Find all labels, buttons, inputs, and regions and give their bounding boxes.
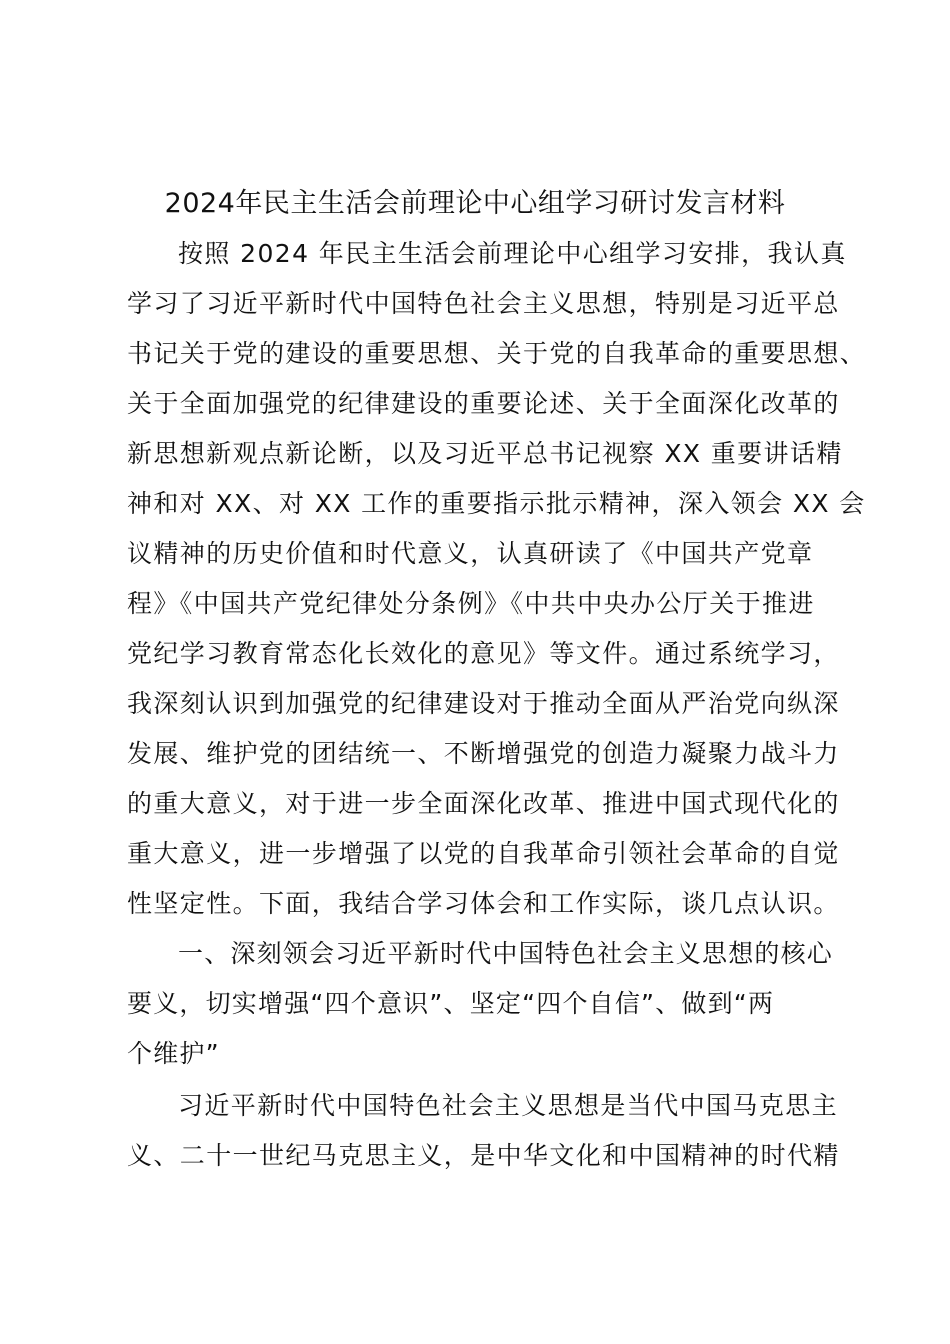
paragraph-line: 发展、维护党的团结统一、不断增强党的创造力凝聚力战斗力 [127, 739, 840, 768]
paragraph-line: 我深刻认识到加强党的纪律建设对于推动全面从严治党向纵深 [127, 689, 840, 718]
paragraph-line: 义、二十一世纪马克思主义，是中华文化和中国精神的时代精 [127, 1141, 840, 1170]
paragraph-line: 习近平新时代中国特色社会主义思想是当代中国马克思主 [178, 1091, 839, 1120]
paragraph-line: 神和对 XX、对 XX 工作的重要指示批示精神，深入领会 XX 会 [127, 489, 866, 518]
paragraph-line: 重大意义，进一步增强了以党的自我革命引领社会革命的自觉 [127, 839, 840, 868]
paragraph-line: 书记关于党的建设的重要思想、关于党的自我革命的重要思想、 [127, 339, 867, 368]
paragraph-line: 按照 2024 年民主生活会前理论中心组学习安排，我认真 [178, 239, 847, 268]
paragraph-line: 新思想新观点新论断，以及习近平总书记视察 XX 重要讲话精 [127, 439, 843, 468]
section-heading-line: 要义，切实增强“四个意识”、坚定“四个自信”、做到“两 [127, 989, 775, 1018]
section-heading-line: 个维护” [127, 1039, 220, 1068]
paragraph-line: 程》《中国共产党纪律处分条例》《中共中央办公厅关于推进 [127, 589, 815, 618]
paragraph-line: 议精神的历史价值和时代意义，认真研读了《中国共产党章 [127, 539, 814, 568]
paragraph-line: 学习了习近平新时代中国特色社会主义思想，特别是习近平总 [127, 289, 840, 318]
paragraph-line: 的重大意义，对于进一步全面深化改革、推进中国式现代化的 [127, 789, 840, 818]
section-heading-line: 一、深刻领会习近平新时代中国特色社会主义思想的核心 [178, 939, 834, 968]
paragraph-line: 党纪学习教育常态化长效化的意见》等文件。通过系统学习， [127, 639, 840, 668]
paragraph-line: 关于全面加强党的纪律建设的重要论述、关于全面深化改革的 [127, 389, 840, 418]
document-title: 2024年民主生活会前理论中心组学习研讨发言材料 [164, 188, 786, 219]
paragraph-line: 性坚定性。下面，我结合学习体会和工作实际，谈几点认识。 [127, 889, 840, 918]
